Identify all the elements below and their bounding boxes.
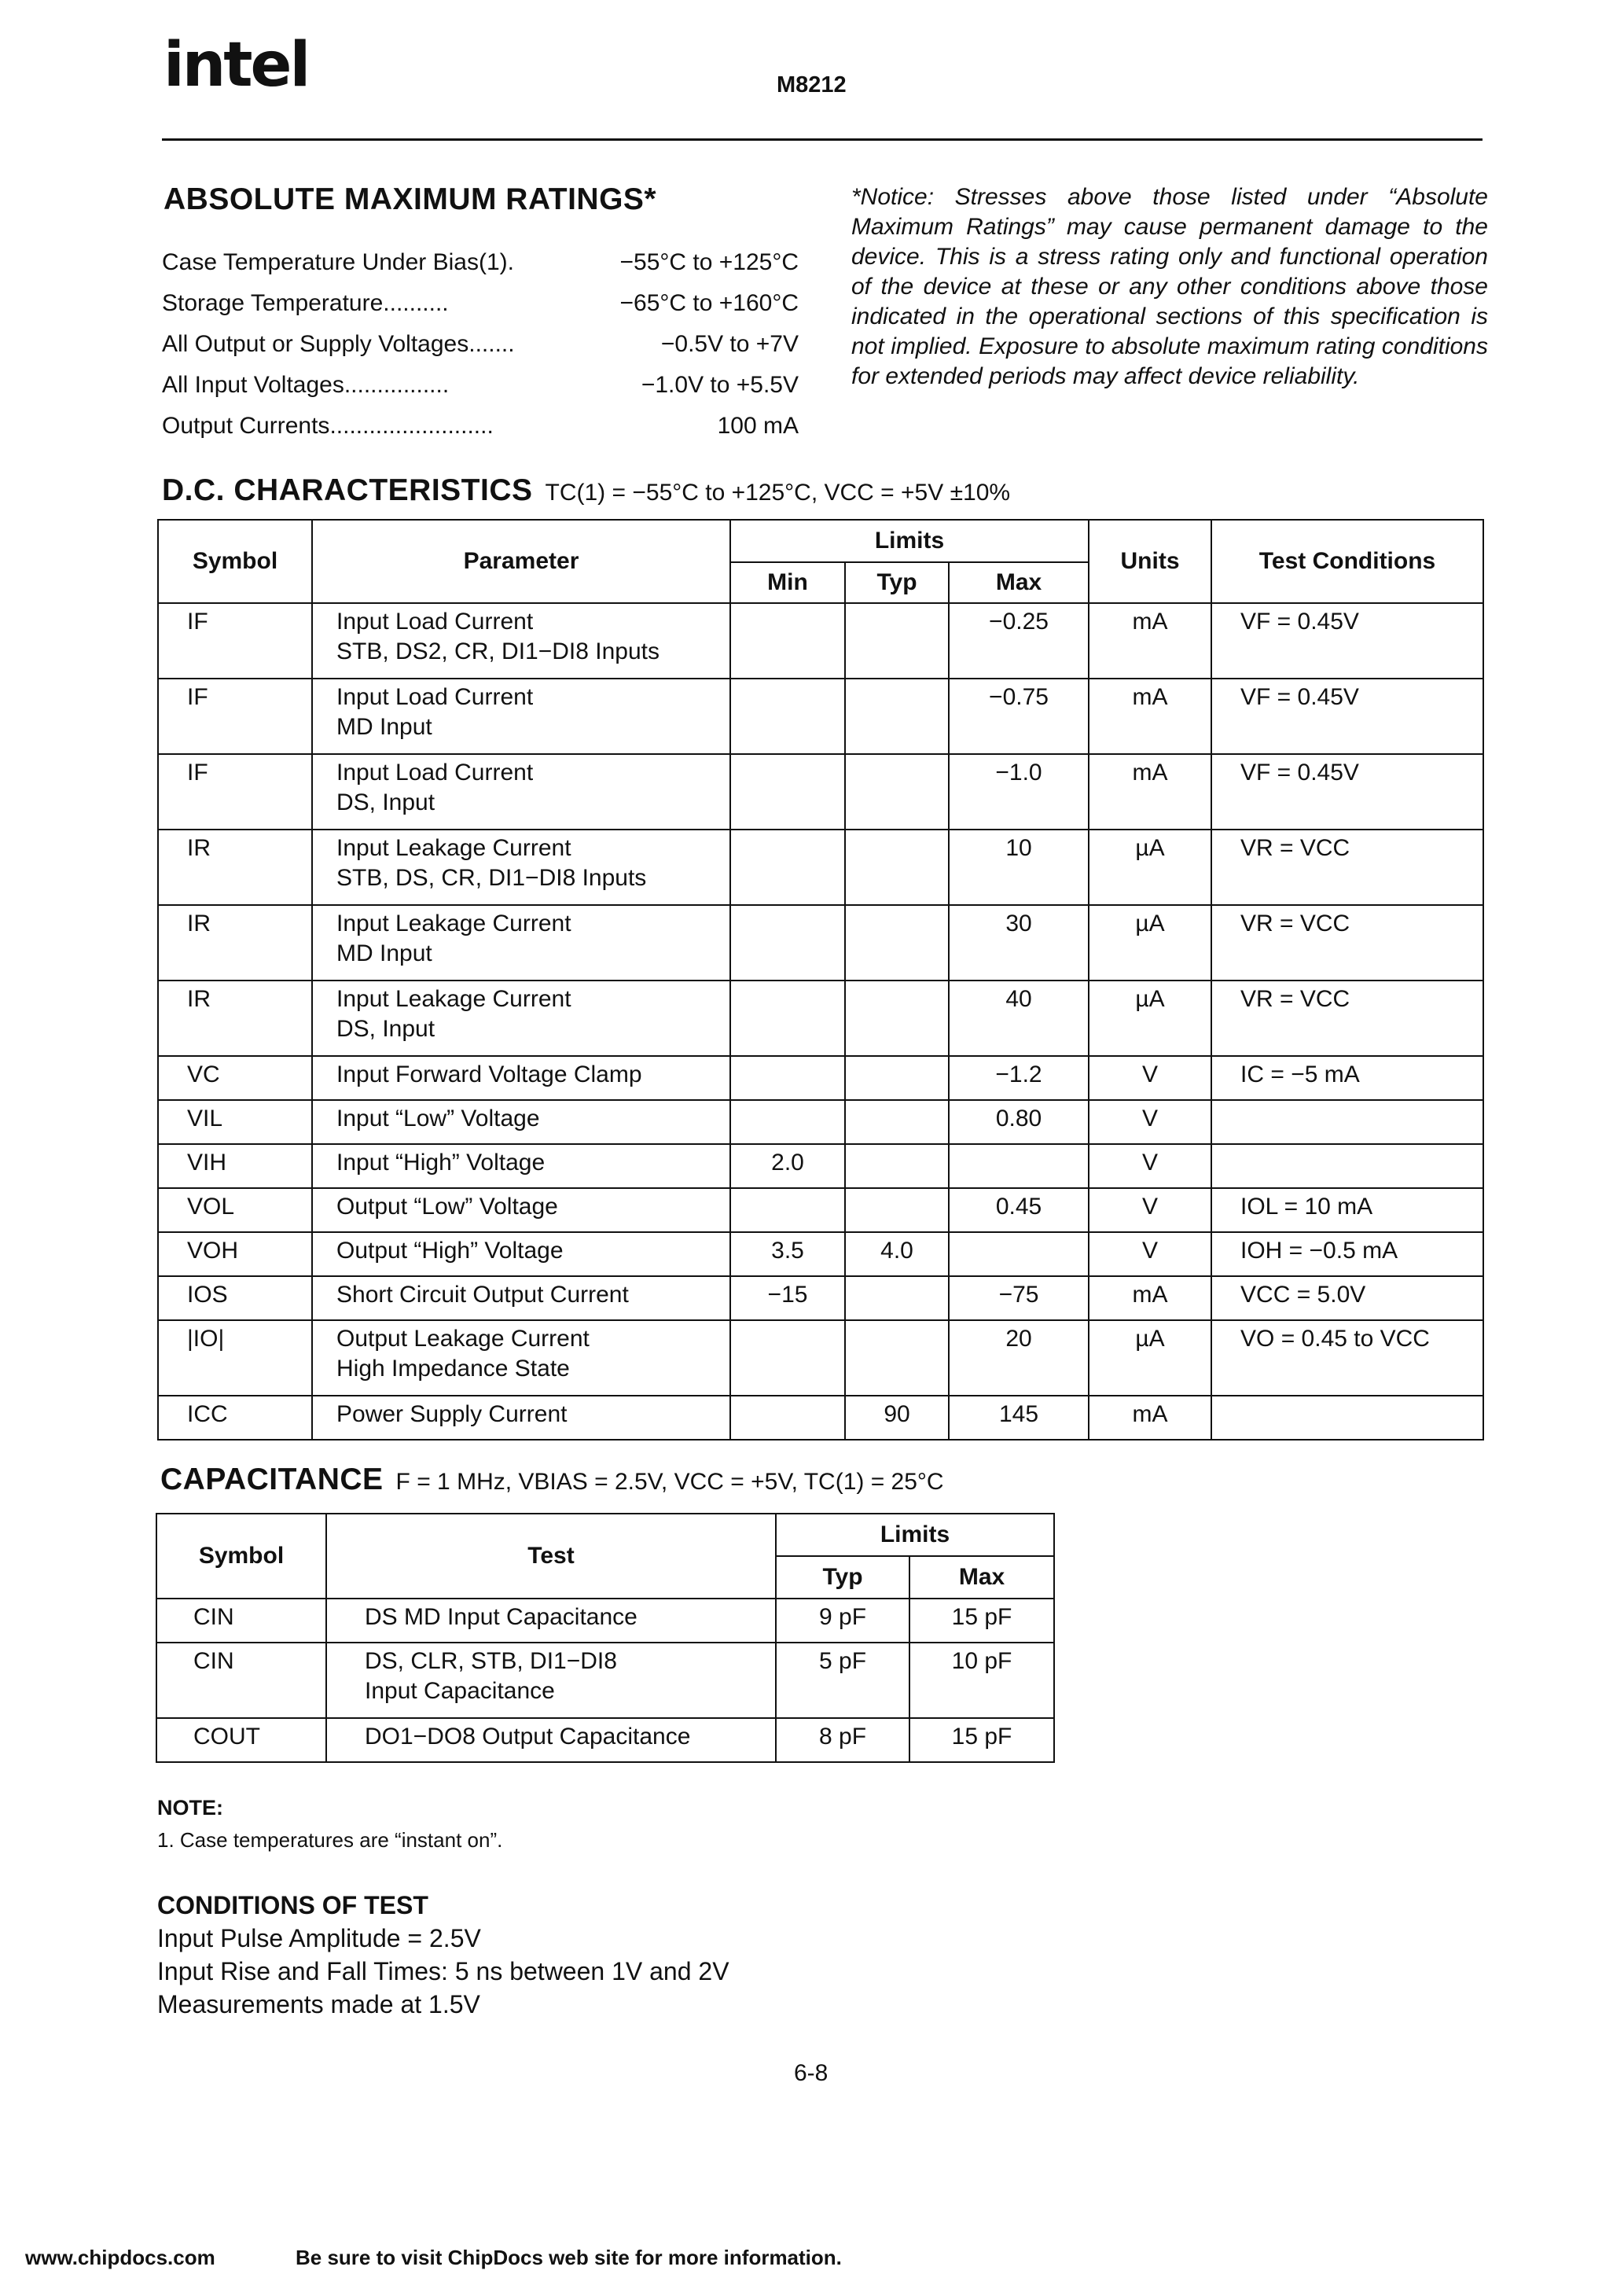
typ-cell <box>845 1100 949 1144</box>
symbol-cell: COUT <box>156 1718 326 1762</box>
min-cell: −15 <box>730 1276 845 1320</box>
rating-leader: ......................... <box>329 413 494 439</box>
units-cell: mA <box>1089 603 1211 679</box>
units-cell: V <box>1089 1188 1211 1232</box>
symbol-cell: IOS <box>158 1276 312 1320</box>
max-cell: 20 <box>949 1320 1089 1396</box>
table-row <box>158 905 1483 981</box>
symbol-cell: VOL <box>158 1188 312 1232</box>
units-cell: V <box>1089 1056 1211 1100</box>
rating-leader: ................ <box>344 372 450 398</box>
conditions-cell: VF = 0.45V <box>1211 679 1483 754</box>
rating-value: −0.5V to +7V <box>660 331 799 357</box>
max-cell: −0.75 <box>949 679 1089 754</box>
typ-cell: 4.0 <box>845 1232 949 1276</box>
max-cell: 10 <box>949 830 1089 905</box>
parameter-line: Input Load Current <box>336 684 534 710</box>
rating-label: Case Temperature Under Bias(1) <box>162 249 508 275</box>
parameter-subline: STB, DS, CR, DI1−DI8 Inputs <box>336 865 647 891</box>
rating-value: −65°C to +160°C <box>619 290 799 316</box>
parameter-line: Output Leakage Current <box>336 1326 590 1352</box>
parameter-subline: High Impedance State <box>336 1356 570 1382</box>
symbol-cell: IR <box>158 830 312 905</box>
parameter-subline: DS, Input <box>336 789 435 815</box>
conditions-cell: VR = VCC <box>1211 981 1483 1056</box>
test-cell <box>326 1599 776 1643</box>
part-number: M8212 <box>777 72 847 98</box>
symbol-cell: VIL <box>158 1100 312 1144</box>
conditions-cell: VR = VCC <box>1211 905 1483 981</box>
max-cell: 0.80 <box>949 1100 1089 1144</box>
typ-cell <box>845 905 949 981</box>
conditions-of-test-heading: CONDITIONS OF TEST <box>157 1891 428 1919</box>
parameter-line: Input Load Current <box>336 760 534 786</box>
max-cell <box>949 1232 1089 1276</box>
parameter-cell <box>312 830 730 905</box>
parameter-line: Input “Low” Voltage <box>336 1106 540 1131</box>
typ-cell <box>845 1144 949 1188</box>
conditions-line: Input Rise and Fall Times: 5 ns between 1V and 2V <box>157 1957 729 1985</box>
table-row <box>158 1276 1483 1320</box>
symbol-cell: IF <box>158 679 312 754</box>
typ-cell: 90 <box>845 1396 949 1440</box>
typ-cell <box>845 754 949 830</box>
col-header-test-conditions: Test Conditions <box>1211 520 1483 603</box>
symbol-cell: |IO| <box>158 1320 312 1396</box>
table-row <box>158 1056 1483 1100</box>
typ-cell <box>845 679 949 754</box>
table-row <box>158 1320 1483 1396</box>
typ-cell <box>845 981 949 1056</box>
header-divider <box>162 138 1483 141</box>
parameter-cell <box>312 1232 730 1276</box>
typ-cell <box>845 1056 949 1100</box>
footer-site-link[interactable]: www.chipdocs.com <box>25 2246 215 2269</box>
absolute-max-ratings-title: ABSOLUTE MAXIMUM RATINGS* <box>164 182 657 216</box>
rating-row <box>162 406 799 447</box>
stress-notice: *Notice: Stresses above those listed under “Absolute Maximum Ratings” may cause permanent damage to the device. This is a stress rating only and functional operation of the device at these or any other conditions above those indicated in the operational sections of this specification is not implied. Exposure to absolute maximum rating conditions for extended periods may affect device reliability. <box>851 184 1488 389</box>
rating-label: All Input Voltages <box>162 372 344 398</box>
col-header-symbol: Symbol <box>156 1514 326 1599</box>
parameter-cell <box>312 1056 730 1100</box>
parameter-cell <box>312 679 730 754</box>
max-cell: −0.25 <box>949 603 1089 679</box>
typ-cell <box>845 830 949 905</box>
capacitance-conditions: F = 1 MHz, VBIAS = 2.5V, VCC = +5V, TC(1) = 25°C <box>395 1469 944 1495</box>
parameter-line: Short Circuit Output Current <box>336 1282 629 1308</box>
rating-value: 100 mA <box>717 413 799 439</box>
table-row <box>156 1643 1054 1718</box>
col-header-units: Units <box>1089 520 1211 603</box>
max-cell: 30 <box>949 905 1089 981</box>
min-cell <box>730 1100 845 1144</box>
parameter-line: Input “High” Voltage <box>336 1150 546 1176</box>
units-cell: mA <box>1089 1276 1211 1320</box>
parameter-subline: DS, Input <box>336 1016 435 1042</box>
typ-cell <box>845 1320 949 1396</box>
rating-leader: ....... <box>468 331 515 357</box>
table-row <box>158 679 1483 754</box>
min-cell <box>730 1320 845 1396</box>
table-row <box>158 1396 1483 1440</box>
min-cell <box>730 1056 845 1100</box>
max-cell: 145 <box>949 1396 1089 1440</box>
table-row <box>158 1144 1483 1188</box>
units-cell: V <box>1089 1232 1211 1276</box>
test-line: DO1−DO8 Output Capacitance <box>365 1724 691 1750</box>
max-cell: 10 pF <box>909 1643 1054 1718</box>
units-cell: V <box>1089 1100 1211 1144</box>
max-cell: 0.45 <box>949 1188 1089 1232</box>
symbol-cell: VOH <box>158 1232 312 1276</box>
max-cell: 15 pF <box>909 1718 1054 1762</box>
rating-value: −1.0V to +5.5V <box>641 372 799 398</box>
capacitance-heading <box>160 1463 944 1497</box>
parameter-line: Input Forward Voltage Clamp <box>336 1062 642 1087</box>
test-subline: Input Capacitance <box>365 1678 555 1704</box>
typ-cell <box>845 1188 949 1232</box>
rating-row <box>162 324 799 365</box>
max-cell: −1.2 <box>949 1056 1089 1100</box>
parameter-cell <box>312 1320 730 1396</box>
col-header-limits: Limits <box>730 520 1089 562</box>
absolute-max-ratings-list <box>162 242 799 447</box>
col-header-typ: Typ <box>845 562 949 603</box>
capacitance-title: CAPACITANCE <box>160 1463 384 1496</box>
max-cell: 15 pF <box>909 1599 1054 1643</box>
symbol-cell: CIN <box>156 1599 326 1643</box>
col-header-max: Max <box>909 1556 1054 1599</box>
parameter-subline: MD Input <box>336 940 432 966</box>
table-row <box>158 754 1483 830</box>
page-number: 6-8 <box>794 2060 829 2086</box>
min-cell <box>730 981 845 1056</box>
parameter-line: Output “Low” Voltage <box>336 1194 558 1220</box>
conditions-cell: VO = 0.45 to VCC <box>1211 1320 1483 1396</box>
conditions-cell <box>1211 1396 1483 1440</box>
col-header-max: Max <box>949 562 1089 603</box>
test-cell <box>326 1718 776 1762</box>
table-row <box>158 1188 1483 1232</box>
symbol-cell: IR <box>158 981 312 1056</box>
parameter-subline: MD Input <box>336 714 432 740</box>
table-row <box>158 830 1483 905</box>
max-cell <box>949 1144 1089 1188</box>
units-cell: µA <box>1089 905 1211 981</box>
typ-cell: 5 pF <box>776 1643 909 1718</box>
units-cell: mA <box>1089 679 1211 754</box>
intel-logo: intel <box>164 30 309 101</box>
min-cell <box>730 905 845 981</box>
typ-cell <box>845 1276 949 1320</box>
conditions-cell: IOL = 10 mA <box>1211 1188 1483 1232</box>
units-cell: mA <box>1089 754 1211 830</box>
rating-value: −55°C to +125°C <box>619 249 799 275</box>
symbol-cell: IR <box>158 905 312 981</box>
min-cell <box>730 603 845 679</box>
typ-cell <box>845 603 949 679</box>
units-cell: V <box>1089 1144 1211 1188</box>
table-row <box>156 1718 1054 1762</box>
units-cell: mA <box>1089 1396 1211 1440</box>
parameter-line: Input Leakage Current <box>336 835 571 861</box>
parameter-cell <box>312 1100 730 1144</box>
symbol-cell: IF <box>158 754 312 830</box>
rating-row <box>162 365 799 406</box>
parameter-line: Output “High” Voltage <box>336 1238 564 1264</box>
table-row <box>158 1100 1483 1144</box>
typ-cell: 9 pF <box>776 1599 909 1643</box>
min-cell <box>730 1396 845 1440</box>
min-cell <box>730 1188 845 1232</box>
conditions-of-test <box>157 1889 729 2021</box>
min-cell: 3.5 <box>730 1232 845 1276</box>
table-row <box>158 603 1483 679</box>
parameter-subline: STB, DS2, CR, DI1−DI8 Inputs <box>336 638 660 664</box>
units-cell: µA <box>1089 830 1211 905</box>
col-header-limits: Limits <box>776 1514 1054 1556</box>
parameter-cell <box>312 754 730 830</box>
units-cell: µA <box>1089 981 1211 1056</box>
parameter-line: Input Leakage Current <box>336 986 571 1012</box>
parameter-cell <box>312 1396 730 1440</box>
parameter-cell <box>312 603 730 679</box>
conditions-cell: VF = 0.45V <box>1211 603 1483 679</box>
conditions-cell: IOH = −0.5 mA <box>1211 1232 1483 1276</box>
note-text: 1. Case temperatures are “instant on”. <box>157 1828 503 1852</box>
col-header-typ: Typ <box>776 1556 909 1599</box>
table-row <box>156 1599 1054 1643</box>
symbol-cell: ICC <box>158 1396 312 1440</box>
conditions-cell: IC = −5 mA <box>1211 1056 1483 1100</box>
max-cell: 40 <box>949 981 1089 1056</box>
parameter-cell <box>312 1276 730 1320</box>
min-cell <box>730 754 845 830</box>
min-cell <box>730 830 845 905</box>
test-cell <box>326 1643 776 1718</box>
max-cell: −75 <box>949 1276 1089 1320</box>
rating-row <box>162 283 799 324</box>
dc-characteristics-heading <box>162 473 1010 508</box>
rating-leader: . <box>507 249 514 275</box>
symbol-cell: VIH <box>158 1144 312 1188</box>
test-line: DS MD Input Capacitance <box>365 1604 637 1630</box>
symbol-cell: CIN <box>156 1643 326 1718</box>
parameter-cell <box>312 981 730 1056</box>
footer-message: Be sure to visit ChipDocs web site for more information. <box>296 2246 842 2269</box>
symbol-cell: IF <box>158 603 312 679</box>
dc-characteristics-title: D.C. CHARACTERISTICS <box>162 473 533 507</box>
conditions-cell: VCC = 5.0V <box>1211 1276 1483 1320</box>
capacitance-table <box>156 1513 1055 1763</box>
note-heading: NOTE: <box>157 1796 223 1820</box>
rating-label: Output Currents <box>162 413 330 439</box>
rating-label: Storage Temperature <box>162 290 384 316</box>
typ-cell: 8 pF <box>776 1718 909 1762</box>
symbol-cell: VC <box>158 1056 312 1100</box>
parameter-cell <box>312 905 730 981</box>
conditions-line: Measurements made at 1.5V <box>157 1990 480 2018</box>
note-block <box>157 1796 502 1853</box>
col-header-min: Min <box>730 562 845 603</box>
conditions-cell: VR = VCC <box>1211 830 1483 905</box>
table-row <box>158 1232 1483 1276</box>
parameter-cell <box>312 1188 730 1232</box>
parameter-line: Input Load Current <box>336 609 534 635</box>
min-cell: 2.0 <box>730 1144 845 1188</box>
dc-characteristics-table <box>157 519 1484 1441</box>
col-header-parameter: Parameter <box>312 520 730 603</box>
dc-characteristics-conditions: TC(1) = −55°C to +125°C, VCC = +5V ±10% <box>545 480 1011 506</box>
conditions-cell <box>1211 1144 1483 1188</box>
parameter-cell <box>312 1144 730 1188</box>
conditions-line: Input Pulse Amplitude = 2.5V <box>157 1924 481 1952</box>
min-cell <box>730 679 845 754</box>
rating-leader: .......... <box>383 290 449 316</box>
rating-label: All Output or Supply Voltages <box>162 331 469 357</box>
col-header-symbol: Symbol <box>158 520 312 603</box>
rating-row <box>162 242 799 283</box>
test-line: DS, CLR, STB, DI1−DI8 <box>365 1648 617 1674</box>
parameter-line: Power Supply Current <box>336 1401 568 1427</box>
max-cell: −1.0 <box>949 754 1089 830</box>
units-cell: µA <box>1089 1320 1211 1396</box>
parameter-line: Input Leakage Current <box>336 911 571 936</box>
conditions-cell <box>1211 1100 1483 1144</box>
conditions-cell: VF = 0.45V <box>1211 754 1483 830</box>
col-header-test: Test <box>326 1514 776 1599</box>
table-row <box>158 981 1483 1056</box>
